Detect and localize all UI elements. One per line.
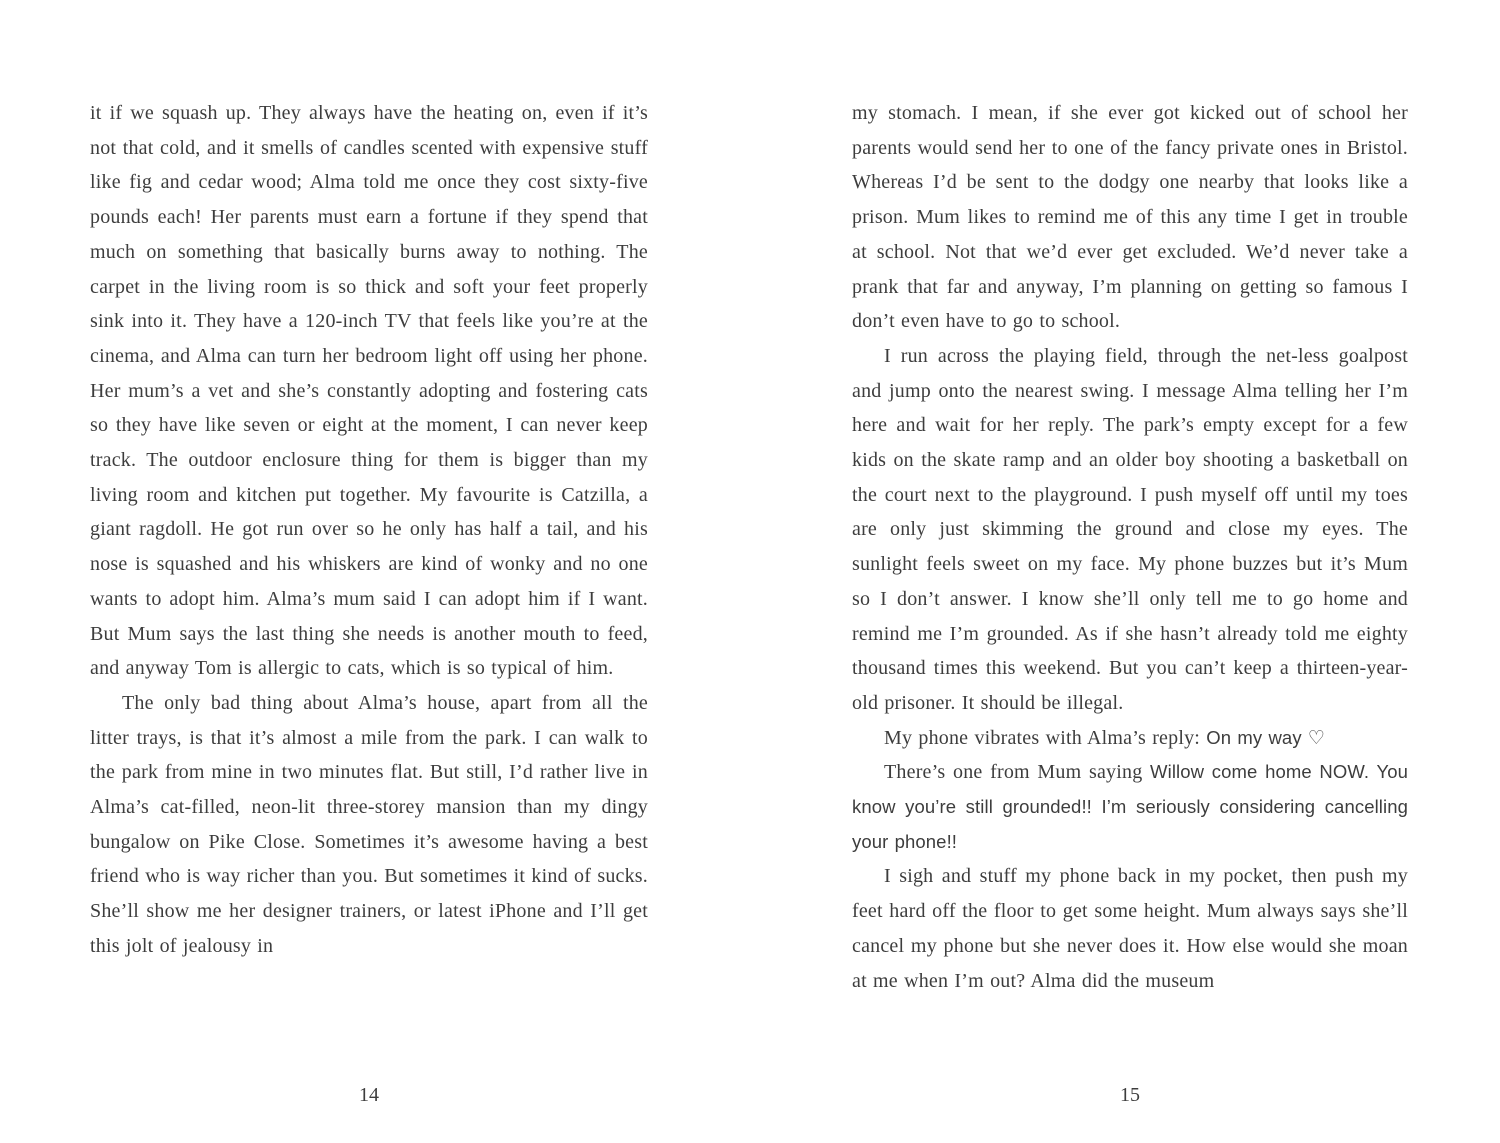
- page-number-left: 14: [359, 1084, 379, 1106]
- message-text: On my way: [1206, 726, 1308, 748]
- page-left-text: [90, 96, 648, 964]
- body-text: I sigh and stuff my phone back in my pocket, then push my feet hard off the floor to get some height. Mum always says she’ll cancel my phone but she never does it. How else would she moan at me when I’m out? Alma did the museum: [852, 865, 1408, 992]
- body-text: There’s one from Mum saying: [884, 761, 1151, 784]
- paragraph: [852, 339, 1408, 721]
- page-number-right: 15: [1120, 1084, 1140, 1106]
- page-right: [750, 0, 1500, 1143]
- heart-icon: ♡: [1307, 726, 1326, 749]
- page-right-text: [852, 96, 1408, 998]
- body-text: my stomach. I mean, if she ever got kicked out of school her parents would send her to one of the fancy private ones in Bristol. Whereas I’d be sent to the dodgy one nearby that looks like a prison. Mum likes to remind me of this any time I get in trouble at school. Not that we’d ever get excluded. We’d never take a prank that far and anyway, I’m planning on getting so famous I don’t even have to go to school.: [852, 102, 1408, 333]
- body-text: The only bad thing about Alma’s house, apart from all the litter trays, is that it’s almost a mile from the park. I can walk to the park from mine in two minutes flat. But still, I’d rather live in Alma’s cat-filled, neon-lit three-storey mansion than my dingy bungalow on Pike Close. Sometimes it’s awesome having a best friend who is way richer than you. But sometimes it kind of sucks. She’ll show me her designer trainers, or latest iPhone and I’ll get this jolt of jealousy in: [90, 691, 648, 957]
- paragraph: [90, 686, 648, 964]
- paragraph: [852, 755, 1408, 859]
- body-text: it if we squash up. They always have the heating on, even if it’s not that cold, and it smells of candles scented with expensive stuff like fig and cedar wood; Alma told me once they cost sixty-five pounds each! Her parents must earn a fortune if they spend that much on something that basically burns away to nothing. The carpet in the living room is so thick and soft your feet properly sink into it. They have a 120-inch TV that feels like you’re at the cinema, and Alma can turn her bedroom light off using her phone. Her mum’s a vet and she’s constantly adopting and fostering cats so they have like seven or eight at the moment, I can never keep track. The outdoor enclosure thing for them is bigger than my living room and kitchen put together. My favourite is Catzilla, a giant ragdoll. He got run over so he only has half a tail, and his nose is squashed and his whiskers are kind of wonky and no one wants to adopt him. Alma’s mum said I can adopt him if I want. But Mum says the last thing she needs is another mouth to feed, and anyway Tom is allergic to cats, which is so typical of him.: [90, 102, 648, 680]
- message-text: Willow come home NOW. You know you’re still grounded!! I’m seriously considering cancelling your phone!!: [852, 761, 1408, 852]
- paragraph: [852, 721, 1408, 756]
- body-text: My phone vibrates with Alma’s reply:: [884, 726, 1207, 749]
- paragraph: [852, 859, 1408, 998]
- paragraph: [852, 96, 1408, 339]
- body-text: I run across the playing field, through the net-less goalpost and jump onto the nearest swing. I message Alma telling her I’m here and wait for her reply. The park’s empty except for a few kids on the skate ramp and an older boy shooting a basketball on the court next to the playground. I push myself off until my toes are only just skimming the ground and close my eyes. The sunlight feels sweet on my face. My phone buzzes but it’s Mum so I don’t answer. I know she’ll only tell me to go home and remind me I’m grounded. As if she hasn’t already told me eighty thousand times this weekend. But you can’t keep a thirteen-year-old prisoner. It should be illegal.: [852, 344, 1408, 714]
- paragraph: [90, 96, 648, 686]
